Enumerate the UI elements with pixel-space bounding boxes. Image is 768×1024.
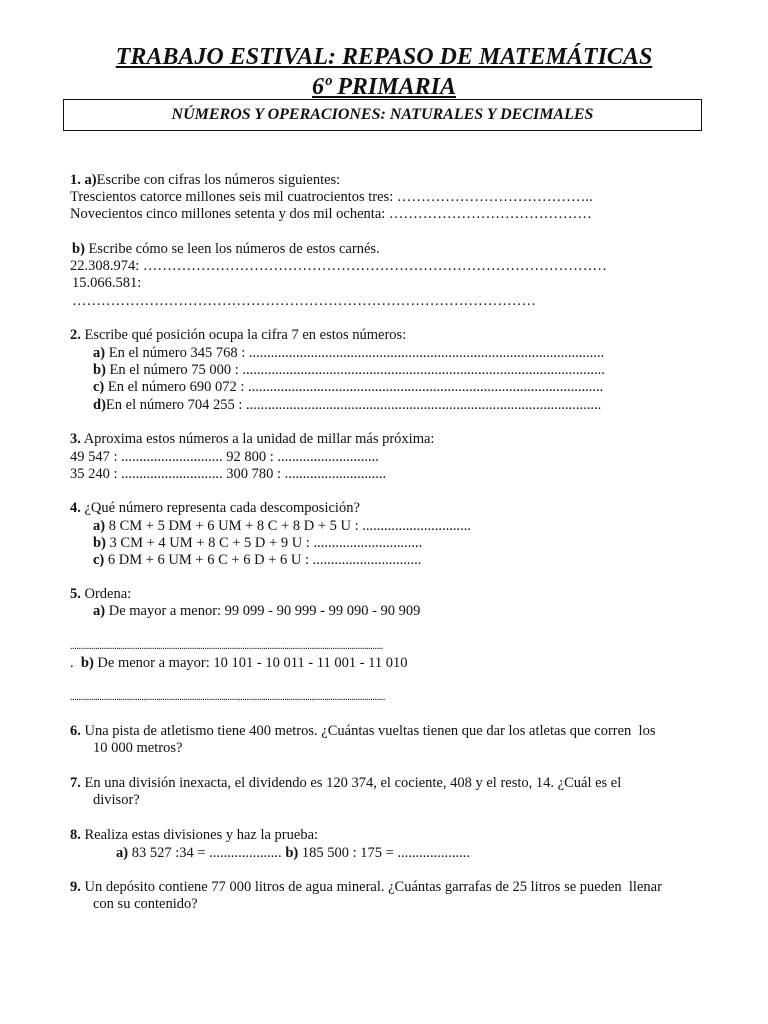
q8-a-text: 83 527 :34 = .................... xyxy=(128,845,286,861)
q1-b-heading xyxy=(72,241,380,258)
q5-b-label: b) xyxy=(80,655,94,671)
q2-number: 2. xyxy=(70,327,81,343)
page-title: TRABAJO ESTIVAL: REPASO DE MATEMÁTICAS xyxy=(115,44,653,70)
q9-number: 9. xyxy=(70,879,81,895)
q4-heading xyxy=(70,500,360,517)
q4-number: 4. xyxy=(70,500,81,516)
q3-line-1: 49 547 : ............................ 92 800 : ............................ xyxy=(70,449,379,465)
q5-item-b xyxy=(70,655,408,672)
q3-text: Aproxima estos números a la unidad de millar más próxima: xyxy=(80,431,435,447)
q1-a-heading xyxy=(70,172,340,189)
page-subtitle: 6º PRIMARIA xyxy=(312,74,456,100)
q2-item-d xyxy=(93,397,601,414)
q4-b-label: b) xyxy=(93,535,106,551)
q7-line-1 xyxy=(70,775,621,792)
q6-line-1 xyxy=(70,723,655,740)
q2-c-text: En el número 690 072 : .................................................................................................. xyxy=(104,379,604,395)
q3-number: 3. xyxy=(70,431,81,447)
q9-text-1: Un depósito contiene 77 000 litros de agua mineral. ¿Cuántas garrafas de 25 litros se pueden llenar xyxy=(80,879,662,895)
q2-a-text: En el número 345 768 : .................................................................................................. xyxy=(105,345,605,361)
q5-b-text: De menor a mayor: 10 101 - 10 011 - 11 001 - 11 010 xyxy=(93,655,408,671)
q9-line-2: con su contenido? xyxy=(93,896,198,912)
q5-answer-line-2: ...................................................................................................................................................... xyxy=(70,692,386,703)
q8-a-label: a) xyxy=(116,845,129,861)
q4-a-label: a) xyxy=(93,518,106,534)
q4-b-text: 3 CM + 4 UM + 8 C + 5 D + 9 U : .............................. xyxy=(105,535,423,551)
q1-a-line-1: Trescientos catorce millones seis mil cuatrocientos tres: ………………………………….. xyxy=(70,189,593,205)
q1-a-line-2: Novecientos cinco millones setenta y dos mil ochenta: …………………………………… xyxy=(70,206,592,222)
q1-b-line-2: 15.066.581: xyxy=(72,275,142,291)
section-heading: NÚMEROS Y OPERACIONES: NATURALES Y DECIMALES xyxy=(171,106,594,123)
q2-item-c xyxy=(93,379,603,396)
q1-b-line-3: …………………………………………………………………………………… xyxy=(72,293,536,309)
q2-b-text: En el número 75 000 : .................................................................................................... xyxy=(105,362,605,378)
q2-heading xyxy=(70,327,406,344)
q8-b-label: b) xyxy=(285,845,299,861)
q5-a-label: a) xyxy=(93,603,106,619)
q4-a-text: 8 CM + 5 DM + 6 UM + 8 C + 8 D + 5 U : .............................. xyxy=(105,518,472,534)
q5-number: 5. xyxy=(70,586,81,602)
q9-line-1 xyxy=(70,879,662,896)
q1-b-line-1: 22.308.974: …………………………………………………………………………………… xyxy=(70,258,607,274)
section-heading-box xyxy=(63,99,702,131)
q4-text: ¿Qué número representa cada descomposición? xyxy=(80,500,360,516)
q1-a-text: Escribe con cifras los números siguientes: xyxy=(96,172,341,188)
q1-number: 1. xyxy=(70,172,81,188)
q2-d-text: En el número 704 255 : .................................................................................................. xyxy=(105,397,602,413)
q3-line-2: 35 240 : ............................ 300 780 : ............................ xyxy=(70,466,387,482)
q5-text: Ordena: xyxy=(80,586,132,602)
q8-b-text: 185 500 : 175 = .................... xyxy=(298,845,470,861)
q5-answer-line-1: ..................................................................................................................................................... xyxy=(70,641,383,652)
q6-number: 6. xyxy=(70,723,81,739)
q4-c-text: 6 DM + 6 UM + 6 C + 6 D + 6 U : .............................. xyxy=(104,552,422,568)
q5-a-text: De mayor a menor: 99 099 - 90 999 - 99 090 - 90 909 xyxy=(105,603,421,619)
q8-items xyxy=(116,845,470,862)
q5-item-a xyxy=(93,603,420,620)
q2-d-label: d) xyxy=(93,397,106,413)
q3-heading xyxy=(70,431,434,448)
q1-a-label: a) xyxy=(84,172,97,188)
q2-a-label: a) xyxy=(93,345,106,361)
q6-line-2: 10 000 metros? xyxy=(93,740,183,756)
q5-heading xyxy=(70,586,131,603)
q5-b-prefix: . xyxy=(70,655,81,671)
q2-text: Escribe qué posición ocupa la cifra 7 en estos números: xyxy=(80,327,407,343)
q6-text-1: Una pista de atletismo tiene 400 metros. ¿Cuántas vueltas tienen que dar los atletas que corren los xyxy=(80,723,656,739)
q1-b-text: Escribe cómo se leen los números de estos carnés. xyxy=(84,241,380,257)
q4-item-a xyxy=(93,518,471,535)
q8-heading xyxy=(70,827,318,844)
q7-line-2: divisor? xyxy=(93,792,140,808)
q2-item-a xyxy=(93,345,604,362)
q7-text-1: En una división inexacta, el dividendo es 120 374, el cociente, 408 y el resto, 14. ¿Cuál es el xyxy=(80,775,622,791)
q8-text: Realiza estas divisiones y haz la prueba: xyxy=(80,827,319,843)
q7-number: 7. xyxy=(70,775,81,791)
q1-b-label: b) xyxy=(72,241,85,257)
q8-number: 8. xyxy=(70,827,81,843)
q4-item-c xyxy=(93,552,421,569)
q4-item-b xyxy=(93,535,422,552)
q2-item-b xyxy=(93,362,605,379)
q4-c-label: c) xyxy=(93,552,105,568)
q2-b-label: b) xyxy=(93,362,106,378)
q2-c-label: c) xyxy=(93,379,105,395)
